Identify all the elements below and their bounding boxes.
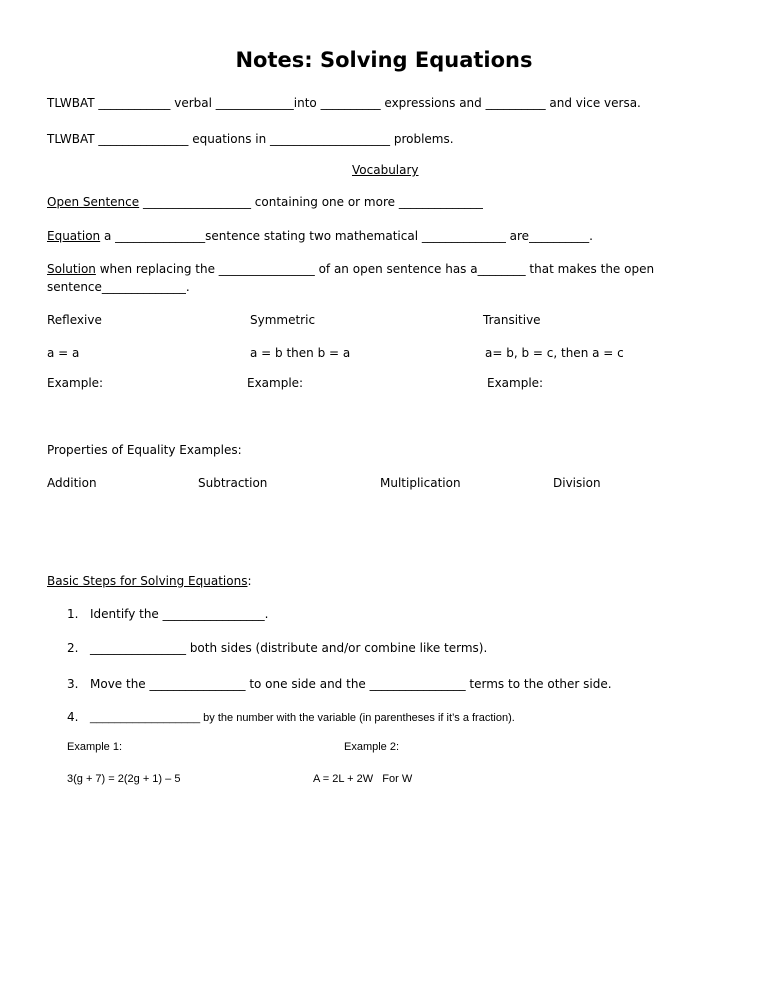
example-1-equation: 3(g + 7) = 2(2g + 1) – 5 xyxy=(67,773,181,785)
objective-line: TLWBAT _______________ equations in ____________________ problems. xyxy=(47,132,454,146)
equality-division: Division xyxy=(553,476,601,490)
rule-transitive: a= b, b = c, then a = c xyxy=(485,346,624,360)
step-number: 2. xyxy=(67,641,79,655)
step-number: 1. xyxy=(67,607,79,621)
vocab-open-sentence xyxy=(47,195,483,209)
step-text: __________________ by the number with the variable (in parentheses if it’s a fraction). xyxy=(90,712,515,724)
page-title: Notes: Solving Equations xyxy=(235,48,533,72)
vocab-definition: __________________ containing one or more ______________ xyxy=(139,195,483,209)
basic-steps-heading xyxy=(47,574,252,588)
vocab-definition-continued: sentence______________. xyxy=(47,280,190,294)
vocab-term: Solution xyxy=(47,262,96,276)
basic-steps-heading-text: Basic Steps for Solving Equations xyxy=(47,574,248,588)
vocab-solution xyxy=(47,262,654,276)
example-reflexive: Example: xyxy=(47,376,104,390)
example-1-label: Example 1: xyxy=(67,741,123,753)
vocab-definition: when replacing the ________________ of an open sentence has a________ that makes the open xyxy=(95,262,655,276)
vocab-definition: a _______________sentence stating two mathematical ______________ are__________. xyxy=(100,229,593,243)
equality-addition: Addition xyxy=(47,476,97,490)
rule-reflexive: a = a xyxy=(47,346,80,360)
property-symmetric: Symmetric xyxy=(250,313,316,327)
vocabulary-heading: Vocabulary xyxy=(352,163,419,177)
example-2-equation: A = 2L + 2W For W xyxy=(313,773,413,785)
equality-subtraction: Subtraction xyxy=(198,476,268,490)
step-number: 4. xyxy=(67,710,79,724)
example-transitive: Example: xyxy=(487,376,544,390)
objective-line: TLWBAT ____________ verbal _____________into __________ expressions and __________ and vice versa. xyxy=(47,96,641,110)
step-text: ________________ both sides (distribute and/or combine like terms). xyxy=(90,641,488,655)
property-transitive: Transitive xyxy=(483,313,541,327)
equality-multiplication: Multiplication xyxy=(380,476,461,490)
step-text: Identify the _________________. xyxy=(90,607,269,621)
property-reflexive: Reflexive xyxy=(47,313,102,327)
step-text: Move the ________________ to one side and the ________________ terms to the other side. xyxy=(90,677,612,691)
example-2-label: Example 2: xyxy=(344,741,400,753)
equality-examples-heading: Properties of Equality Examples: xyxy=(47,443,242,457)
rule-symmetric: a = b then b = a xyxy=(250,346,351,360)
basic-steps-heading-colon: : xyxy=(247,574,252,588)
example-symmetric: Example: xyxy=(247,376,304,390)
vocab-term: Equation xyxy=(47,229,101,243)
vocab-equation xyxy=(47,229,593,243)
vocab-term: Open Sentence xyxy=(47,195,140,209)
step-number: 3. xyxy=(67,677,79,691)
